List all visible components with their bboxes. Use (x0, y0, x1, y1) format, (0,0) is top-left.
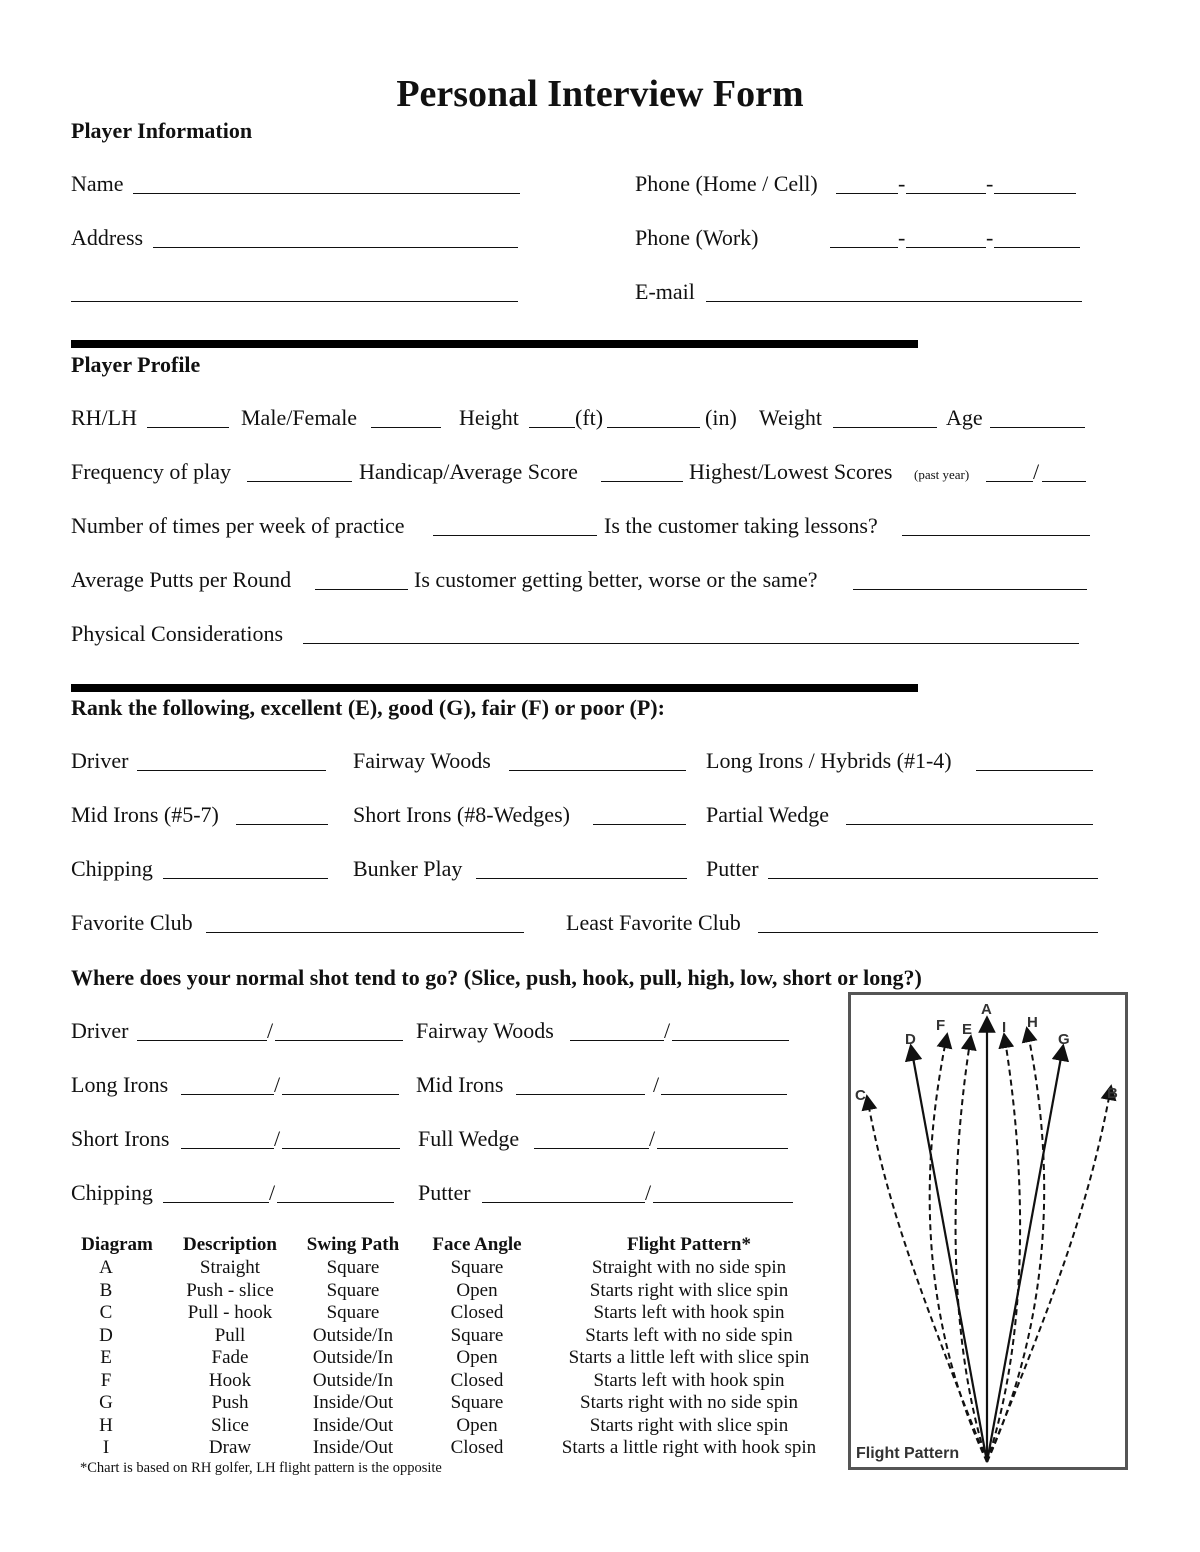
shot-heading: Where does your normal shot tend to go? (Slice, push, hook, pull, high, low, short or long?) (71, 965, 922, 990)
least-favorite-club-field[interactable] (758, 932, 1098, 933)
shot-slash: / (267, 1018, 274, 1043)
age-label: Age (946, 405, 983, 430)
table-cell: Starts right with slice spin (589, 1280, 789, 1301)
table-header-flight-pattern: Flight Pattern* (626, 1234, 751, 1255)
phone-home-dash: - (898, 171, 906, 196)
rank-partial-wedge-label: Partial Wedge (706, 802, 830, 827)
shot-slash: / (274, 1072, 281, 1097)
weight-field[interactable] (833, 427, 937, 428)
rank-mid-irons-label: Mid Irons (#5-7) (71, 802, 219, 827)
table-cell: Open (456, 1347, 498, 1368)
rank-partial-wedge-field[interactable] (846, 824, 1093, 825)
shot-slash: / (274, 1126, 281, 1151)
shot-chipping-field-1[interactable] (163, 1202, 269, 1203)
path-h (987, 1034, 1044, 1462)
rank-chipping-label: Chipping (71, 856, 153, 881)
favorite-club-field[interactable] (206, 932, 524, 933)
table-cell: Inside/Out (312, 1392, 394, 1413)
in-label: (in) (705, 405, 737, 430)
rank-driver-field[interactable] (137, 770, 326, 771)
table-cell: Slice (211, 1415, 249, 1436)
practice-field[interactable] (433, 535, 597, 536)
table-cell: Starts left with hook spin (593, 1302, 785, 1323)
shot-short-irons-field-1[interactable] (181, 1148, 274, 1149)
rank-putter-field[interactable] (768, 878, 1098, 879)
name-field[interactable] (133, 193, 520, 194)
rh-lh-field[interactable] (147, 427, 229, 428)
path-b (987, 1092, 1110, 1462)
shot-full-wedge-field-2[interactable] (657, 1148, 788, 1149)
address-line-2-field[interactable] (71, 301, 518, 302)
table-cell: Closed (450, 1302, 504, 1323)
page-title: Personal Interview Form (396, 73, 804, 115)
path-d (912, 1052, 987, 1462)
diagram-label-g: G (1058, 1031, 1070, 1048)
shot-driver-field-2[interactable] (275, 1040, 403, 1041)
shot-slash: / (269, 1180, 276, 1205)
path-i (987, 1040, 1020, 1462)
table-cell: Square (326, 1280, 380, 1301)
handicap-label: Handicap/Average Score (359, 459, 578, 484)
rank-short-irons-label: Short Irons (#8-Wedges) (353, 802, 570, 827)
practice-label: Number of times per week of practice (71, 513, 405, 538)
lowest-score-field[interactable] (1042, 481, 1086, 482)
lessons-field[interactable] (902, 535, 1090, 536)
phone-work-label: Phone (Work) (635, 225, 759, 250)
address-field[interactable] (153, 247, 518, 248)
shot-long-irons-label: Long Irons (71, 1072, 169, 1097)
table-cell: F (100, 1370, 112, 1391)
table-cell: Fade (211, 1347, 249, 1368)
phone-home-prefix-field[interactable] (906, 193, 986, 194)
diagram-label-b: B (1107, 1085, 1118, 1102)
phone-work-dash: - (986, 225, 994, 250)
shot-putter-field-2[interactable] (653, 1202, 793, 1203)
path-f (930, 1040, 987, 1462)
shot-chipping-field-2[interactable] (277, 1202, 394, 1203)
ft-label: (ft) (575, 405, 604, 430)
diagram-label-c: C (855, 1087, 866, 1104)
table-cell: Square (450, 1325, 504, 1346)
shot-slash: / (645, 1180, 652, 1205)
shot-fairway-woods-field-2[interactable] (672, 1040, 789, 1041)
rank-long-irons-field[interactable] (976, 770, 1093, 771)
phone-home-label: Phone (Home / Cell) (635, 171, 818, 196)
table-cell: Open (456, 1415, 498, 1436)
shot-long-irons-field-2[interactable] (282, 1094, 399, 1095)
table-cell: Closed (450, 1370, 504, 1391)
phone-work-dash: - (898, 225, 906, 250)
table-cell: H (99, 1415, 113, 1436)
table-cell: B (99, 1280, 113, 1301)
table-cell: Starts left with hook spin (593, 1370, 785, 1391)
rank-chipping-field[interactable] (163, 878, 328, 879)
path-e (956, 1042, 987, 1462)
shot-mid-irons-field-1[interactable] (516, 1094, 645, 1095)
email-field[interactable] (706, 301, 1082, 302)
rank-heading: Rank the following, excellent (E), good (G), fair (F) or poor (P): (71, 695, 665, 720)
putts-label: Average Putts per Round (71, 567, 292, 592)
male-female-label: Male/Female (241, 405, 358, 430)
phone-home-dash: - (986, 171, 994, 196)
table-cell: Draw (208, 1437, 252, 1458)
shot-slash: / (664, 1018, 671, 1043)
shot-full-wedge-field-1[interactable] (534, 1148, 649, 1149)
table-cell: Hook (208, 1370, 252, 1391)
putts-field[interactable] (315, 589, 408, 590)
diagram-label-i: I (1002, 1019, 1007, 1036)
table-cell: Push (211, 1392, 249, 1413)
table-cell: G (99, 1392, 113, 1413)
table-cell: Open (456, 1280, 498, 1301)
frequency-field[interactable] (247, 481, 352, 482)
table-cell: Starts a little right with hook spin (561, 1437, 817, 1458)
age-field[interactable] (990, 427, 1085, 428)
high-low-label: Highest/Lowest Scores (689, 459, 893, 484)
table-cell: Starts right with slice spin (589, 1415, 789, 1436)
handicap-field[interactable] (601, 481, 683, 482)
table-cell: Outside/In (312, 1370, 394, 1391)
lessons-label: Is the customer taking lessons? (604, 513, 878, 538)
rank-putter-label: Putter (706, 856, 759, 881)
shot-slash: / (653, 1072, 660, 1097)
diagram-caption: Flight Pattern (856, 1445, 960, 1462)
diagram-label-a: A (981, 1001, 992, 1018)
height-in-field[interactable] (607, 427, 700, 428)
path-c (868, 1102, 987, 1462)
phone-home-area-field[interactable] (836, 193, 898, 194)
shot-full-wedge-label: Full Wedge (418, 1126, 520, 1151)
shot-putter-field-1[interactable] (482, 1202, 645, 1203)
table-header-face-angle: Face Angle (432, 1234, 522, 1255)
table-cell: Push - slice (186, 1280, 274, 1301)
player-information-heading: Player Information (71, 118, 253, 143)
rank-fairway-woods-label: Fairway Woods (353, 748, 491, 773)
table-header-diagram: Diagram (81, 1234, 153, 1255)
table-cell: Starts left with no side spin (585, 1325, 793, 1346)
rank-short-irons-field[interactable] (593, 824, 686, 825)
address-label: Address (71, 225, 144, 250)
phone-work-line-field[interactable] (994, 247, 1080, 248)
frequency-label: Frequency of play (71, 459, 232, 484)
section-divider (71, 340, 918, 348)
name-label: Name (71, 171, 124, 196)
player-profile-heading: Player Profile (71, 352, 201, 377)
phone-work-area-field[interactable] (830, 247, 898, 248)
table-cell: Square (450, 1392, 504, 1413)
table-cell: Pull (214, 1325, 246, 1346)
rh-lh-label: RH/LH (71, 405, 137, 430)
table-cell: Inside/Out (312, 1415, 394, 1436)
shot-driver-label: Driver (71, 1018, 129, 1043)
shot-mid-irons-label: Mid Irons (416, 1072, 504, 1097)
diagram-label-f: F (936, 1017, 946, 1034)
table-cell: D (99, 1325, 113, 1346)
height-label: Height (459, 405, 519, 430)
table-header-description: Description (183, 1234, 277, 1255)
shot-fairway-woods-label: Fairway Woods (416, 1018, 554, 1043)
phone-work-prefix-field[interactable] (906, 247, 986, 248)
path-g (987, 1052, 1062, 1462)
section-divider (71, 684, 918, 692)
table-footnote: *Chart is based on RH golfer, LH flight pattern is the opposite (80, 1460, 442, 1476)
table-cell: A (99, 1257, 113, 1278)
rank-mid-irons-field[interactable] (236, 824, 328, 825)
table-cell: Closed (450, 1437, 504, 1458)
shot-short-irons-field-2[interactable] (282, 1148, 400, 1149)
height-ft-field[interactable] (529, 427, 575, 428)
shot-slash: / (649, 1126, 656, 1151)
table-header-swing-path: Swing Path (306, 1234, 400, 1255)
table-cell: Pull - hook (187, 1302, 273, 1323)
table-cell: Starts a little left with slice spin (568, 1347, 810, 1368)
table-cell: Starts right with no side spin (580, 1392, 798, 1413)
phone-home-line-field[interactable] (994, 193, 1076, 194)
table-cell: C (99, 1302, 113, 1323)
trend-field[interactable] (853, 589, 1087, 590)
shot-fairway-woods-field-1[interactable] (570, 1040, 664, 1041)
weight-label: Weight (759, 405, 822, 430)
shot-mid-irons-field-2[interactable] (661, 1094, 787, 1095)
table-cell: Inside/Out (312, 1437, 394, 1458)
past-year-label: (past year) (914, 467, 970, 482)
diagram-label-h: H (1027, 1014, 1038, 1031)
table-cell: Straight (199, 1257, 261, 1278)
physical-label: Physical Considerations (71, 621, 284, 646)
table-cell: Square (450, 1257, 504, 1278)
physical-field[interactable] (303, 643, 1079, 644)
email-label: E-mail (635, 279, 695, 304)
table-cell: Outside/In (312, 1347, 394, 1368)
table-cell: E (100, 1347, 112, 1368)
rank-bunker-play-label: Bunker Play (353, 856, 463, 881)
shot-driver-field-1[interactable] (137, 1040, 267, 1041)
shot-long-irons-field-1[interactable] (181, 1094, 274, 1095)
rank-driver-label: Driver (71, 748, 129, 773)
rank-bunker-play-field[interactable] (476, 878, 687, 879)
table-cell: I (102, 1437, 110, 1458)
diagram-label-e: E (962, 1021, 973, 1038)
shot-chipping-label: Chipping (71, 1180, 153, 1205)
score-slash: / (1033, 459, 1040, 484)
table-cell: Square (326, 1302, 380, 1323)
rank-long-irons-label: Long Irons / Hybrids (#1-4) (706, 748, 952, 773)
rank-fairway-woods-field[interactable] (509, 770, 686, 771)
flight-pattern-diagram (848, 992, 1128, 1470)
table-cell: Square (326, 1257, 380, 1278)
male-female-field[interactable] (371, 427, 441, 428)
table-cell: Straight with no side spin (591, 1257, 787, 1278)
least-favorite-club-label: Least Favorite Club (566, 910, 741, 935)
diagram-label-d: D (905, 1031, 916, 1048)
trend-label: Is customer getting better, worse or the same? (414, 567, 818, 592)
highest-score-field[interactable] (986, 481, 1033, 482)
table-cell: Outside/In (312, 1325, 394, 1346)
favorite-club-label: Favorite Club (71, 910, 193, 935)
shot-short-irons-label: Short Irons (71, 1126, 170, 1151)
shot-putter-label: Putter (418, 1180, 471, 1205)
